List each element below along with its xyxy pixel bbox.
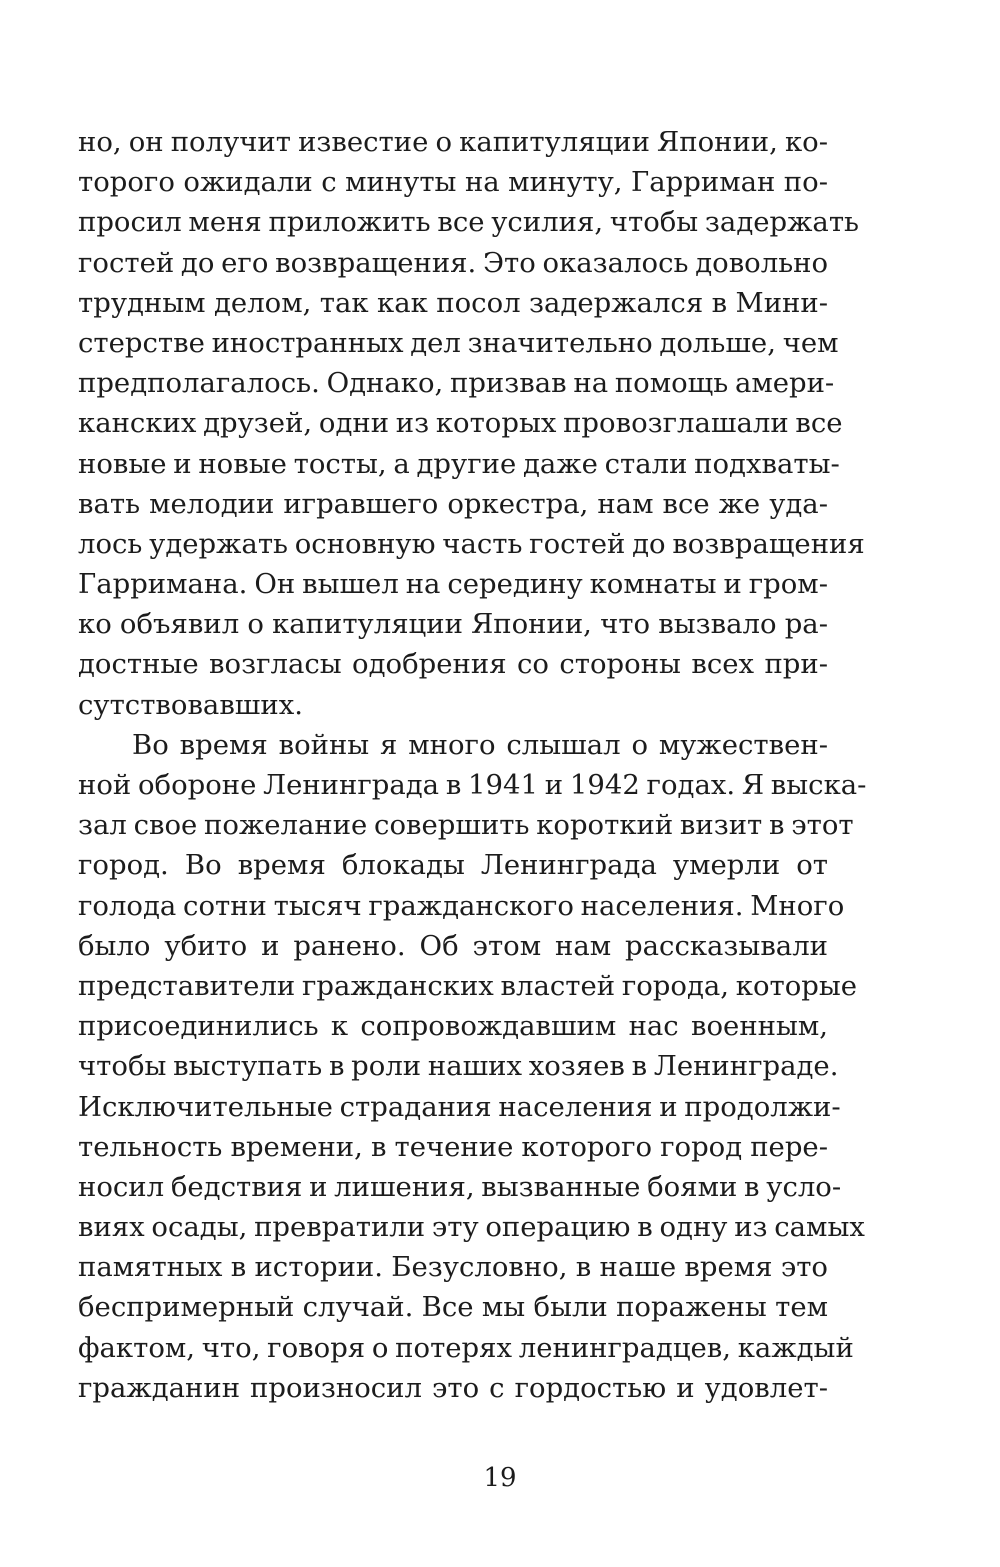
text-line: тельность времени, в течение которого город пере- xyxy=(78,1130,828,1163)
text-line: вать мелодии игравшего оркестра, нам все же уда- xyxy=(78,487,828,520)
text-line: представители гражданских властей города, которые xyxy=(78,969,858,1002)
text-line: достные возгласы одобрения со стороны всех при- xyxy=(78,648,828,681)
text-line: ной обороне Ленинграда в 1941 и 1942 годах. Я выска- xyxy=(78,769,867,801)
text-line: Исключительные страдания населения и продолжи- xyxy=(78,1090,841,1123)
text-line: памятных в истории. Безусловно, в наше время это xyxy=(78,1251,828,1284)
text-line: стерстве иностранных дел значительно дольше, чем xyxy=(78,326,839,359)
text-line: зал свое пожелание совершить короткий визит в этот xyxy=(78,809,854,842)
text-line: лось удержать основную часть гостей до возвращения xyxy=(78,527,865,560)
text-line: новые и новые тосты, а другие даже стали подхваты- xyxy=(78,447,840,480)
text-line: носил бедствия и лишения, вызванные боями в усло- xyxy=(78,1170,842,1203)
text-line: фактом, что, говоря о потерях ленинградцев, каждый xyxy=(78,1331,854,1364)
paragraph-end-line: сутствовавших. xyxy=(78,688,303,721)
text-line: Гарримана. Он вышел на середину комнаты и гром- xyxy=(78,568,828,601)
body-text xyxy=(78,122,867,1408)
text-line: но, он получит известие о капитуляции Японии, ко- xyxy=(78,126,828,158)
text-line: канских друзей, одни из которых провозглашали все xyxy=(78,407,843,440)
text-line: беспримерный случай. Все мы были поражены тем xyxy=(78,1291,828,1324)
text-line: присоединились к сопровождавшим нас военным, xyxy=(78,1010,828,1043)
text-line: город. Во время блокады Ленинграда умерли от xyxy=(78,849,828,882)
text-line: гостей до его возвращения. Это оказалось довольно xyxy=(78,246,829,279)
text-line: было убито и ранено. Об этом нам рассказывали xyxy=(78,929,828,962)
text-line: трудным делом, так как посол задержался в Мини- xyxy=(78,286,828,319)
paragraph-first-line: Во время войны я много слышал о мужествен- xyxy=(132,728,828,761)
text-line: виях осады, превратили эту операцию в одну из самых xyxy=(78,1211,865,1244)
text-line: предполагалось. Однако, призвав на помощь амери- xyxy=(78,367,835,400)
text-line: ко объявил о капитуляции Японии, что вызвало ра- xyxy=(78,608,828,641)
text-line: торого ожидали с минуты на минуту, Гарриман по- xyxy=(78,166,828,199)
page-number: 19 xyxy=(483,1463,517,1493)
text-line: голода сотни тысяч гражданского населения. Много xyxy=(78,889,845,922)
text-line: чтобы выступать в роли наших хозяев в Ленинграде. xyxy=(78,1050,839,1083)
text-line: гражданин произносил это с гордостью и удовлет- xyxy=(78,1371,828,1404)
text-line: просил меня приложить все усилия, чтобы задержать xyxy=(78,206,860,239)
